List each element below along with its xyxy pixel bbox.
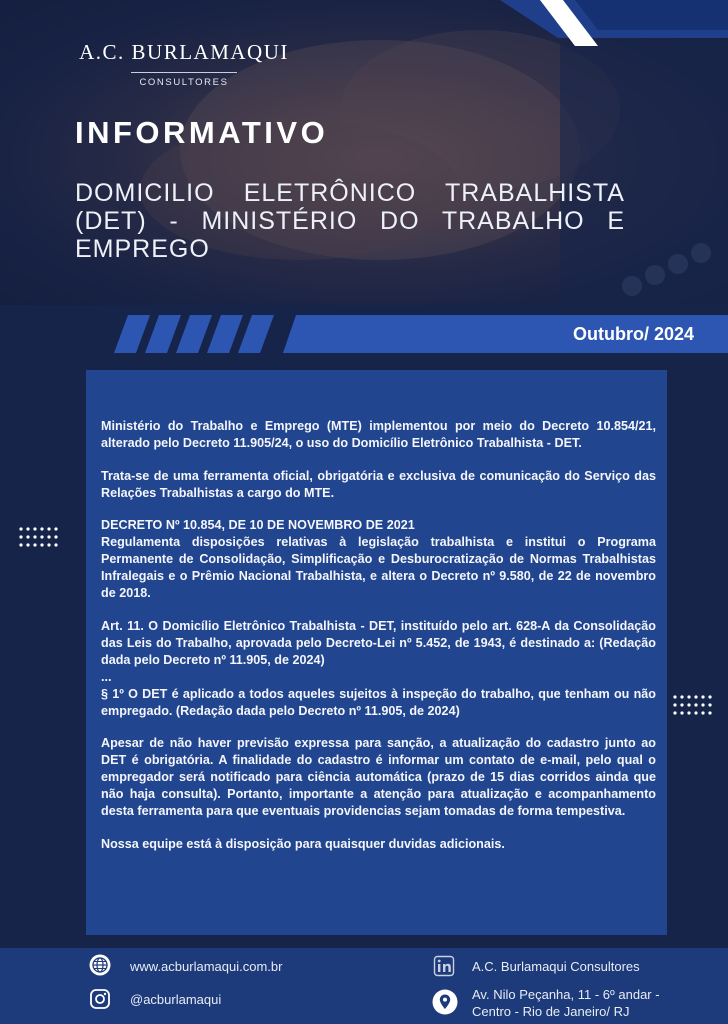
address-line-1: Av. Nilo Peçanha, 11 - 6º andar - [472,987,660,1002]
brand-logo [72,40,296,88]
globe-icon [89,954,111,976]
address-line-2: Centro - Rio de Janeiro/ RJ [472,1004,630,1019]
decree-heading: DECRETO Nº 10.854, DE 10 DE NOVEMBRO DE 2021 [101,518,415,532]
article-text: Art. 11. O Domicílio Eletrônico Trabalhista - DET, instituído pelo art. 628-A da Consolidação das Leis do Trabalho, aprovada pelo Decreto-Lei nº 5.452, de 1943, é destinado a: (Redação dada pelo Decreto nº 11.905, de 2024) [101,618,656,667]
dot-grid-left [18,526,62,550]
paragraph-decree [101,517,656,602]
brand-subtitle: CONSULTORES [139,77,229,88]
linkedin-link[interactable]: A.C. Burlamaqui Consultores [472,959,640,974]
dot-grid-right [672,694,716,718]
paragraph-article [101,618,656,720]
paragraph-closing: Nossa equipe está à disposição para quaisquer duvidas adicionais. [101,836,505,851]
article-ellipsis: ... [101,669,112,684]
brand-rule [131,72,237,73]
page-title: DOMICILIO ELETRÔNICO TRABALHISTA (DET) - MINISTÉRIO DO TRABALHO E EMPREGO [75,179,625,263]
brand-name: A.C. BURLAMAQUI [79,40,289,64]
article-paragraph: § 1º O DET é aplicado a todos aqueles sujeitos à inspeção do trabalho, que tenham ou não empregado. (Redação dada pelo Decreto nº 11.905, de 2024) [101,686,656,718]
paragraph-obligation: Apesar de não haver previsão expressa para sanção, a atualização do cadastro junto ao DET é obrigatória. A finalidade do cadastro é informar um contato de e-mail, pelo qual o empregador será notificado para ciência automática (prazo de 15 dias corridos ainda que não haja consulta). Portanto, importante a atenção para atualização e acompanhamento desta ferramenta para que eventuais providencias sejam tomadas de forma tempestiva. [101,736,656,818]
location-pin-icon [432,989,458,1015]
instagram-icon [89,988,111,1010]
paragraph-definition: Trata-se de uma ferramenta oficial, obrigatória e exclusiva de comunicação do Serviço das Relações Trabalhistas a cargo do MTE. [101,468,656,500]
page-kicker: INFORMATIVO [75,115,329,150]
website-link[interactable]: www.acburlamaqui.com.br [130,959,283,974]
decree-text: Regulamenta disposições relativas à legislação trabalhista e institui o Programa Permanente de Consolidação, Simplificação e Desburocratização de Normas Trabalhistas Infralegais e o Prêmio Nacional Trabalhista, e altera o Decreto nº 9.580, de 22 de novembro de 2018. [101,535,656,600]
address [472,986,660,1020]
linkedin-icon [433,955,455,977]
content-panel [86,370,667,935]
instagram-link[interactable]: @acburlamaqui [130,992,222,1007]
paragraph-intro: Ministério do Trabalho e Emprego (MTE) implementou por meio do Decreto 10.854/21, alterado pelo Decreto 11.905/24, o uso do Domicílio Eletrônico Trabalhista - DET. [101,419,656,450]
publication-date: Outubro/ 2024 [572,324,694,344]
